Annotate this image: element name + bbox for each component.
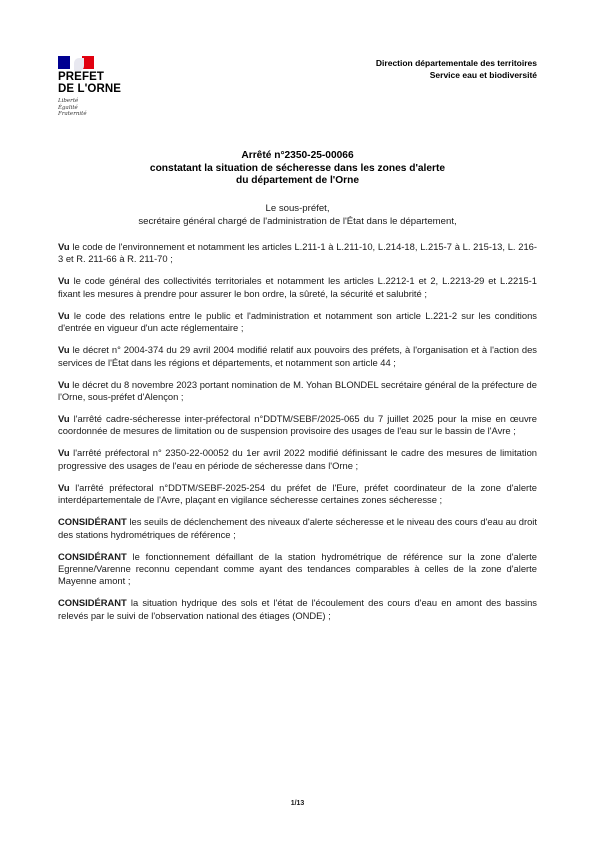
paragraph-text: le décret n° 2004-374 du 29 avril 2004 modifié relatif aux pouvoirs des préfets, à l'organisation et à l'action des services de l'État dans les régions et départements, et notamment son article 44 ;	[58, 344, 537, 368]
service-line-1: Direction départementale des territoires	[375, 58, 537, 68]
visa-paragraph	[58, 482, 537, 507]
considerant-paragraph	[58, 597, 537, 622]
paragraph-text: le code de l'environnement et notamment les articles L.211-1 à L.211-10, L.214-18, L.215-7 à L. 215-13, L. 216-3 et R. 211-66 à R. 211-70 ;	[58, 241, 537, 265]
paragraph-lead: CONSIDÉRANT	[58, 516, 127, 528]
paragraph-lead: CONSIDÉRANT	[58, 597, 127, 609]
considerant-paragraph	[58, 516, 537, 541]
paragraph-text: les seuils de déclenchement des niveaux d'alerte sécheresse et le niveau des cours d'eau au droit des stations hydrométriques de référence ;	[58, 516, 537, 540]
authority-line-2: secrétaire général chargé de l'administration de l'État dans le département,	[138, 215, 457, 227]
flag-blue-band	[58, 56, 70, 69]
authority-line-1: Le sous-préfet,	[265, 203, 330, 214]
issuing-service	[376, 57, 537, 81]
paragraph-text: le code général des collectivités territoriales et notamment les articles L.2212-1 et 2, L.2213-29 et L.2215-1 fixant les mesures à prendre pour assurer le bon ordre, la sûreté, la sécurité et salubrité ;	[58, 275, 537, 299]
service-line-2: Service eau et biodiversité	[429, 70, 537, 80]
paragraph-text: le code des relations entre le public et l'administration et notamment son article L.221-2 sur les conditions d'entrée en vigueur d'un acte réglementaire ;	[58, 309, 537, 334]
republique-devise	[58, 98, 138, 118]
paragraph-text: l'arrêté préfectoral n° 2350-22-00052 du 1er avril 2022 modifié définissant le cadre des mesures de limitation progressive des usages de l'eau en période de sécheresse dans l'Orne ;	[58, 447, 537, 471]
prefet-line-2: DE L'ORNE	[58, 83, 122, 95]
signing-authority	[58, 203, 537, 228]
decree-body	[58, 241, 537, 632]
visa-paragraph	[58, 413, 537, 438]
paragraph-text: le fonctionnement défaillant de la station hydrométrique de référence sur la zone d'alerte Egrenne/Varenne reconnu cependant comme ayant des tendances comparables à celles de la zone d'alerte Mayenne amont ;	[58, 550, 537, 587]
republique-flag-icon	[58, 56, 94, 69]
visa-paragraph	[58, 344, 537, 369]
paragraph-lead: Vu	[58, 481, 70, 493]
visa-paragraph	[58, 241, 537, 266]
marianne-icon	[74, 58, 84, 71]
paragraph-lead: Vu	[58, 413, 70, 425]
paragraph-text: l'arrêté préfectoral n°DDTM/SEBF-2025-254 du préfet de l'Eure, préfet coordinateur de la zone d'alerte interdépartementale de l'Avre, plaçant en vigilance sécheresse certaines zones sécheresse ;	[58, 481, 537, 506]
visa-paragraph	[58, 275, 537, 300]
visa-paragraph	[58, 447, 537, 472]
decree-subject-line-2: du département de l'Orne	[236, 175, 359, 186]
decree-subject-line-1: constatant la situation de sécheresse dans les zones d'alerte	[149, 162, 446, 174]
paragraph-text: l'arrêté cadre-sécheresse inter-préfectoral n°DDTM/SEBF/2025-065 du 7 juillet 2025 pour la mise en œuvre coordonnée de mesures de limitation ou de suspension provisoire des usages de l'eau sur le bassin de l'Avre ;	[58, 413, 537, 437]
decree-number: Arrêté n°2350-25-00066	[241, 150, 354, 161]
flag-white-band	[70, 56, 82, 69]
devise-egalite: Égalité	[58, 104, 78, 111]
visa-paragraph	[58, 310, 537, 335]
paragraph-lead: Vu	[58, 344, 70, 356]
paragraph-lead: Vu	[58, 309, 70, 321]
prefet-wordmark	[58, 71, 138, 95]
devise-fraternite: Fraternité	[58, 111, 87, 117]
paragraph-lead: Vu	[58, 378, 70, 390]
paragraph-text: le décret du 8 novembre 2023 portant nomination de M. Yohan BLONDEL secrétaire général de la préfecture de l'Orne, sous-préfet d'Alençon ;	[58, 378, 537, 403]
prefet-line-1: PRÉFET	[58, 71, 104, 83]
prefecture-logo	[58, 56, 138, 118]
paragraph-lead: Vu	[58, 275, 70, 287]
visa-paragraph	[58, 379, 537, 404]
paragraph-lead: CONSIDÉRANT	[58, 550, 127, 562]
devise-liberte: Liberté	[58, 98, 79, 104]
considerant-paragraph	[58, 551, 537, 588]
decree-title	[58, 150, 537, 188]
paragraph-lead: Vu	[58, 241, 70, 252]
paragraph-text: la situation hydrique des sols et l'état de l'écoulement des cours d'eau en amont des bassins relevés par le suivi de l'observation national des étiages (ONDE) ;	[58, 597, 537, 621]
page-number: 1/13	[290, 800, 305, 807]
paragraph-lead: Vu	[58, 447, 70, 459]
